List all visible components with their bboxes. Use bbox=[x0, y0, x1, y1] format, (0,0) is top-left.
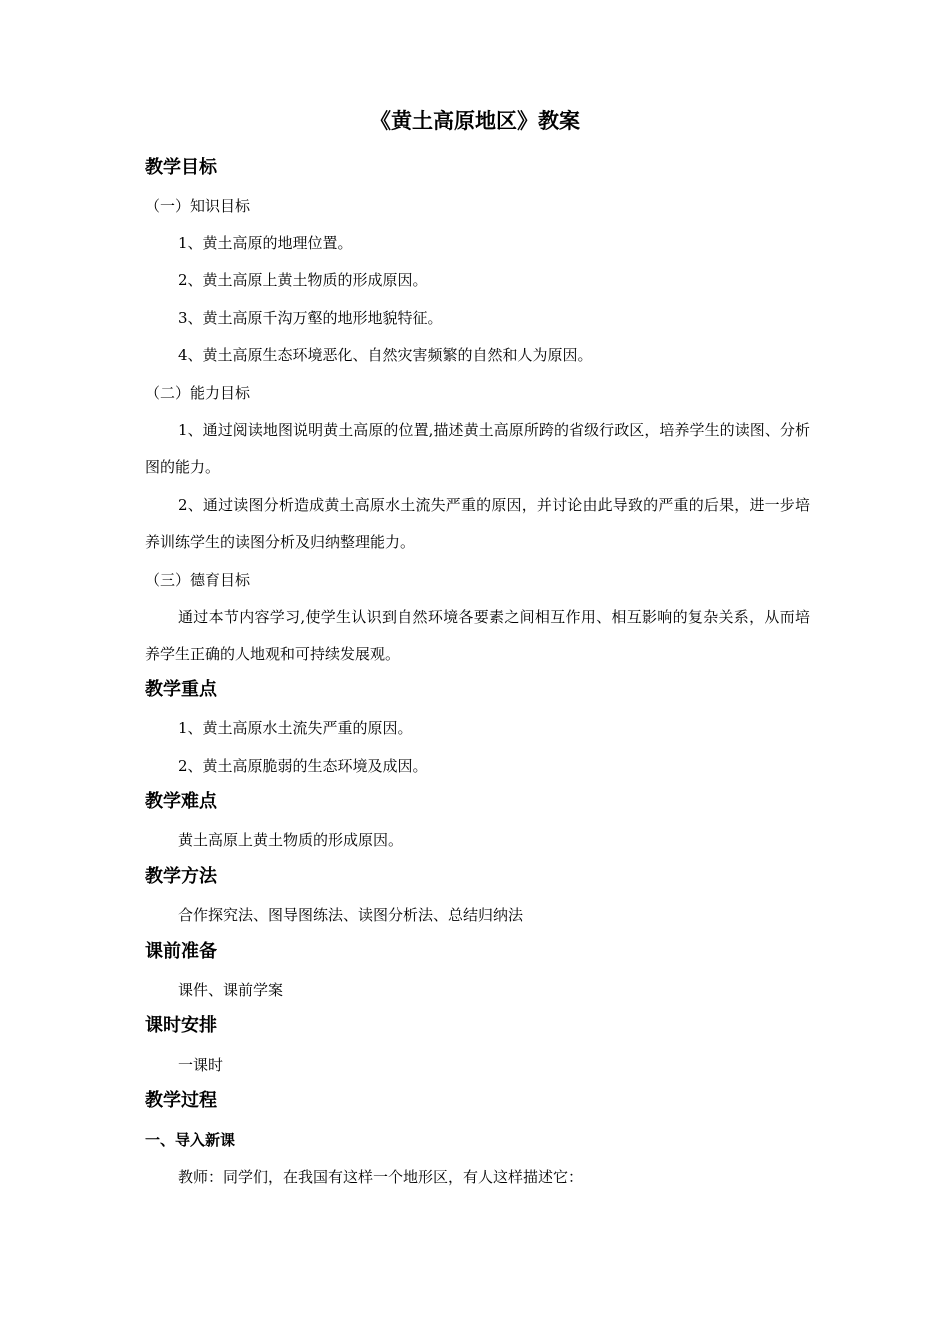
key-point-item-1: 1、黄土高原水土流失严重的原因。 bbox=[178, 719, 413, 737]
subheading-ability: （二）能力目标 bbox=[145, 384, 251, 402]
key-point-item-2: 2、黄土高原脆弱的生态环境及成因。 bbox=[178, 757, 428, 775]
preparation-text: 课件、课前学案 bbox=[178, 981, 284, 999]
knowledge-item-2: 2、黄土高原上黄土物质的形成原因。 bbox=[178, 271, 428, 289]
heading-process: 教学过程 bbox=[145, 1090, 217, 1111]
heading-schedule: 课时安排 bbox=[145, 1015, 217, 1036]
methods-text: 合作探究法、图导图练法、读图分析法、总结归纳法 bbox=[178, 906, 524, 924]
heading-key-points: 教学重点 bbox=[145, 679, 217, 700]
subheading-knowledge: （一）知识目标 bbox=[145, 197, 251, 215]
heading-methods: 教学方法 bbox=[145, 866, 217, 887]
difficulties-text: 黄土高原上黄土物质的形成原因。 bbox=[178, 831, 404, 849]
heading-objectives: 教学目标 bbox=[145, 157, 217, 178]
moral-text: 通过本节内容学习,使学生认识到自然环境各要素之间相互作用、相互影响的复杂关系，从而培养学生正确的人地观和可持续发展观。 bbox=[145, 608, 810, 663]
subheading-moral: （三）德育目标 bbox=[145, 571, 251, 589]
knowledge-item-1: 1、黄土高原的地理位置。 bbox=[178, 234, 353, 252]
heading-preparation: 课前准备 bbox=[145, 941, 217, 962]
knowledge-item-3: 3、黄土高原千沟万壑的地形地貌特征。 bbox=[178, 309, 443, 327]
heading-process-intro: 一、导入新课 bbox=[145, 1131, 236, 1149]
knowledge-item-4: 4、黄土高原生态环境恶化、自然灾害频繁的自然和人为原因。 bbox=[178, 346, 593, 364]
ability-item-2: 2、通过读图分析造成黄土高原水土流失严重的原因，并讨论由此导致的严重的后果，进一步培养训练学生的读图分析及归纳整理能力。 bbox=[145, 496, 810, 551]
heading-difficulties: 教学难点 bbox=[145, 791, 217, 812]
schedule-text: 一课时 bbox=[178, 1056, 224, 1074]
document-title: 《黄土高原地区》教案 bbox=[370, 108, 580, 133]
process-intro-text: 教师：同学们，在我国有这样一个地形区，有人这样描述它： bbox=[178, 1168, 584, 1186]
ability-item-1: 1、通过阅读地图说明黄土高原的位置,描述黄土高原所跨的省级行政区，培养学生的读图、分析图的能力。 bbox=[145, 421, 810, 476]
